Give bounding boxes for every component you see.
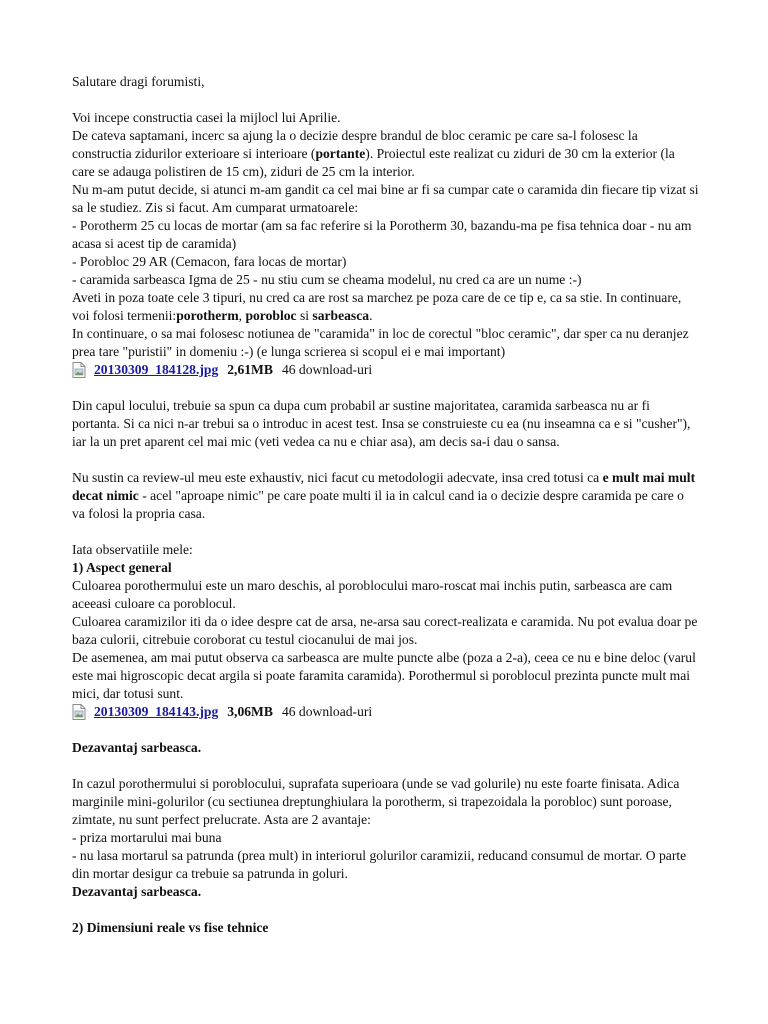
section1-paragraph-2: Culoarea caramizilor iti da o idee despre cat de arsa, ne-arsa sau corect-realizata e caramida. Nu pot evalua doar pe baza culorii, citrebuie coroborat cu testul ciocanului de mai jos. [72,614,698,647]
greeting: Salutare dragi forumisti, [72,74,205,89]
paragraph-surface-3: - nu lasa mortarul sa patrunda (prea mult) in interiorul golurilor caramizii, reducand consumul de mortar. O parte din mortar desigur ca trebuie sa patrunda in goluri. [72,848,687,881]
file-icon [72,362,86,378]
section1-paragraph-3: De asemenea, am mai putut observa ca sarbeasca are multe puncte albe (poza a 2-a), ceea ce nu e bine deloc (varul este mai higroscopic decat argila si poate faramita caramida). Porothermul si poroblocul prezinta puncte mult mai mici, dar totusi sunt. [72,650,696,701]
intro-line-note: In continuare, o sa mai folosesc notiunea de "caramida" in loc de corectul "bloc ceramic", dar sper ca nu deranjez prea tare "puristii" in domeniu :-) (e lunga scrierea si scopul ei e mai important) [72,326,689,359]
attachment-row [72,361,700,379]
list-item-porotherm: - Porotherm 25 cu locas de mortar (am sa fac referire si la Porotherm 30, bazandu-ma pe fisa tehnica doar - nu am acasa si acest tip de caramida) [72,218,692,251]
intro-line-2: De cateva saptamani, incerc sa ajung la o decizie despre brandul de bloc ceramic pe care sa-l folosesc la constructia zidurilor exterioare si interioare (portante). Proiectul este realizat cu ziduri de 30 cm la exterior (la care se adauga polistiren de 15 cm), ziduri de 25 cm la interior. [72,128,675,179]
term-porobloc: porobloc [245,308,297,323]
paragraph-sarbeasca-intro: Din capul locului, trebuie sa spun ca dupa cum probabil ar sustine majoritatea, caramida sarbeasca nu ar fi portanta. Si ca nici n-ar trebui sa o introduc in acest test. Insa se construieste cu ea (nu inseamna ca e si "cusher"), iar la un pret aparent cel mai mic (veti vedea ca nu e chiar asa), am decis sa-i dau o sansa. [72,398,691,449]
section1-paragraph-1: Culoarea porothermului este un maro deschis, al poroblocului maro-roscat mai inchis putin, sarbeasca are cam aceeasi culoare ca poroblocul. [72,578,673,611]
attachment-link[interactable]: 20130309_184128.jpg [94,362,219,377]
intro-line-terms: Aveti in poza toate cele 3 tipuri, nu cred ca are rost sa marchez pe poza care de ce tip e, ca sa stie. In continuare, voi folosi termenii:porotherm, porobloc si sarbeasca. [72,290,682,323]
emphasis-mult-mai-mult: e mult mai mult decat nimic [72,470,696,503]
term-porotherm: porotherm [176,308,239,323]
attachment-size: 3,06MB [227,704,273,719]
file-icon [72,704,86,720]
attachment-link[interactable]: 20130309_184143.jpg [94,704,219,719]
paragraph-surface-2: - priza mortarului mai buna [72,830,222,845]
attachment-row [72,703,700,721]
paragraph-disclaimer: Nu sustin ca review-ul meu este exhaustiv, nici facut cu metodologii adecvate, insa cred totusi ca e mult mai mult decat nimic - acel "aproape nimic" pe care poate multi il ia in calcul cand ia o decizie despre caramida pe care o va folosi la propria casa. [72,470,696,521]
list-item-porobloc: - Porobloc 29 AR (Cemacon, fara locas de mortar) [72,254,347,269]
list-item-sarbeasca: - caramida sarbeasca Igma de 25 - nu stiu cum se cheama modelul, nu cred ca are un nume :-) [72,272,582,287]
section-heading-aspect: 1) Aspect general [72,560,172,575]
term-sarbeasca: sarbeasca [312,308,370,323]
intro-line-3: Nu m-am putut decide, si atunci m-am gandit ca cel mai bine ar fi sa cumpar cate o caramida din fiecare tip vizat si sa le studiez. Zis si facut. Am cumparat urmatoarele: [72,182,699,215]
verdict-dezavantaj-1: Dezavantaj sarbeasca. [72,740,202,755]
section-heading-dimensiuni: 2) Dimensiuni reale vs fise tehnice [72,920,269,935]
forum-post [72,73,700,937]
intro-line-1: Voi incepe constructia casei la mijlocl lui Aprilie. [72,110,341,125]
emphasis-portante: portante [315,146,366,161]
verdict-dezavantaj-2: Dezavantaj sarbeasca. [72,884,202,899]
paragraph-surface-1: In cazul porothermului si poroblocului, suprafata superioara (unde se vad golurile) nu este foarte finisata. Adica marginile mini-golurilor (cu sectiunea dreptunghiulara la porotherm, si trapezoidala la porobloc) sunt poroase, zimtate, nu sunt perfect prelucrate. Asta are 2 avantaje: [72,776,680,827]
observations-intro: Iata observatiile mele: [72,542,193,557]
attachment-downloads: 46 download-uri [281,704,373,719]
attachment-downloads: 46 download-uri [281,362,373,377]
attachment-size: 2,61MB [227,362,273,377]
